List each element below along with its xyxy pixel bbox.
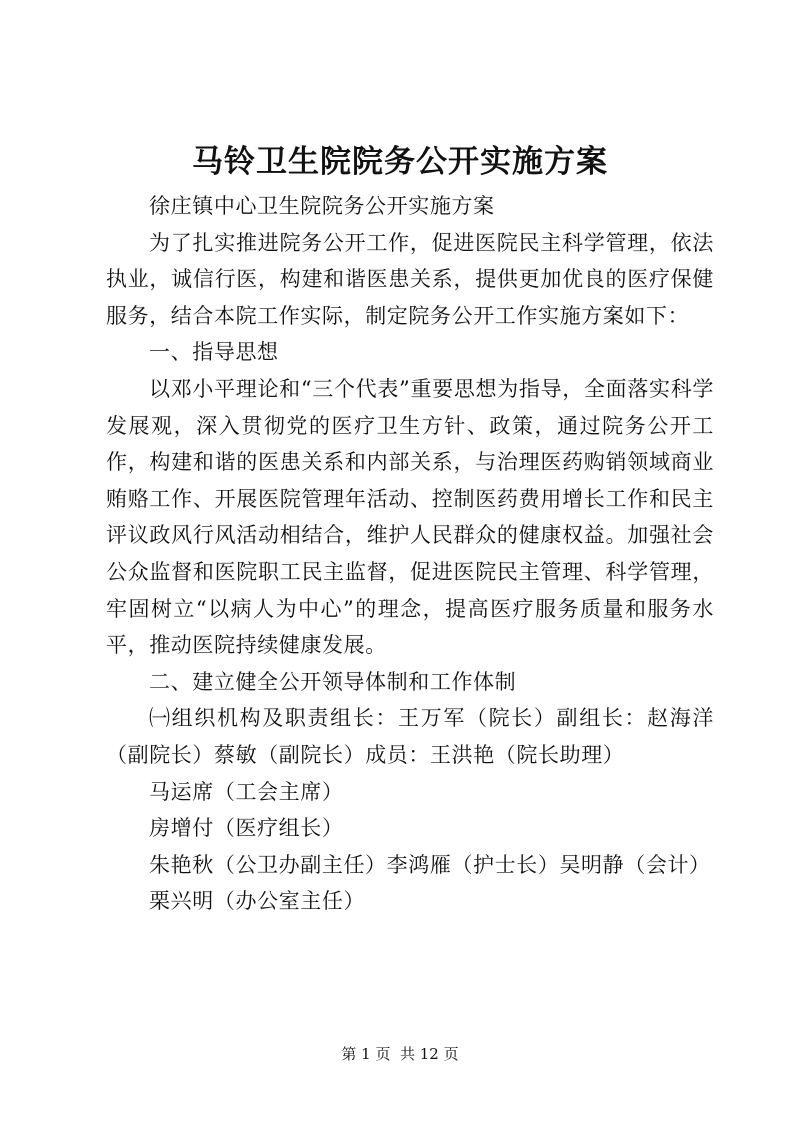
page-footer [0, 1044, 800, 1064]
paragraph-organization: ㈠组织机构及职责组长：王万军（院长）副组长：赵海洋（副院长）蔡敏（副院长）成员：王洪艳（院长助理） [106, 706, 714, 767]
paragraph-member-3: 朱艳秋（公卫办副主任）李鸿雁（护士长）吴明静（会计） [149, 852, 711, 877]
paragraph-intro: 为了扎实推进院务公开工作，促进医院民主科学管理，依法执业，诚信行医，构建和谐医患关系，提供更加优良的医疗保健服务，结合本院工作实际，制定院务公开工作实施方案如下： [106, 230, 714, 328]
page-number-label: 第 1 页 共 12 页 [341, 1045, 459, 1063]
paragraph-subtitle: 徐庄镇中心卫生院院务公开实施方案 [149, 194, 495, 218]
paragraph-member-2: 房增付（医疗组长） [149, 816, 344, 841]
document-body [106, 188, 714, 920]
document-title: 马铃卫生院院务公开实施方案 [192, 144, 608, 180]
paragraph-guiding-ideology: 以邓小平理论和“三个代表”重要思想为指导，全面落实科学发展观，深入贯彻党的医疗卫生方针、政策，通过院务公开工作，构建和谐的医患关系和内部关系，与治理医药购销领域商业贿赂工作、开展医院管理年活动、控制医药费用增长工作和民主评议政风行风活动相结合，维护人民群众的健康权益。加强社会公众监督和医院职工民主监督，促进医院民主管理、科学管理，牢固树立“以病人为中心”的理念，提高医疗服务质量和服务水平，推动医院持续健康发展。 [106, 376, 714, 658]
section-heading-leadership-system: 二、建立健全公开领导体制和工作体制 [149, 669, 517, 694]
section-heading-guiding-ideology: 一、指导思想 [149, 340, 279, 365]
paragraph-member-1: 马运席（工会主席） [149, 779, 344, 804]
paragraph-member-4: 栗兴明（办公室主任） [149, 889, 366, 914]
